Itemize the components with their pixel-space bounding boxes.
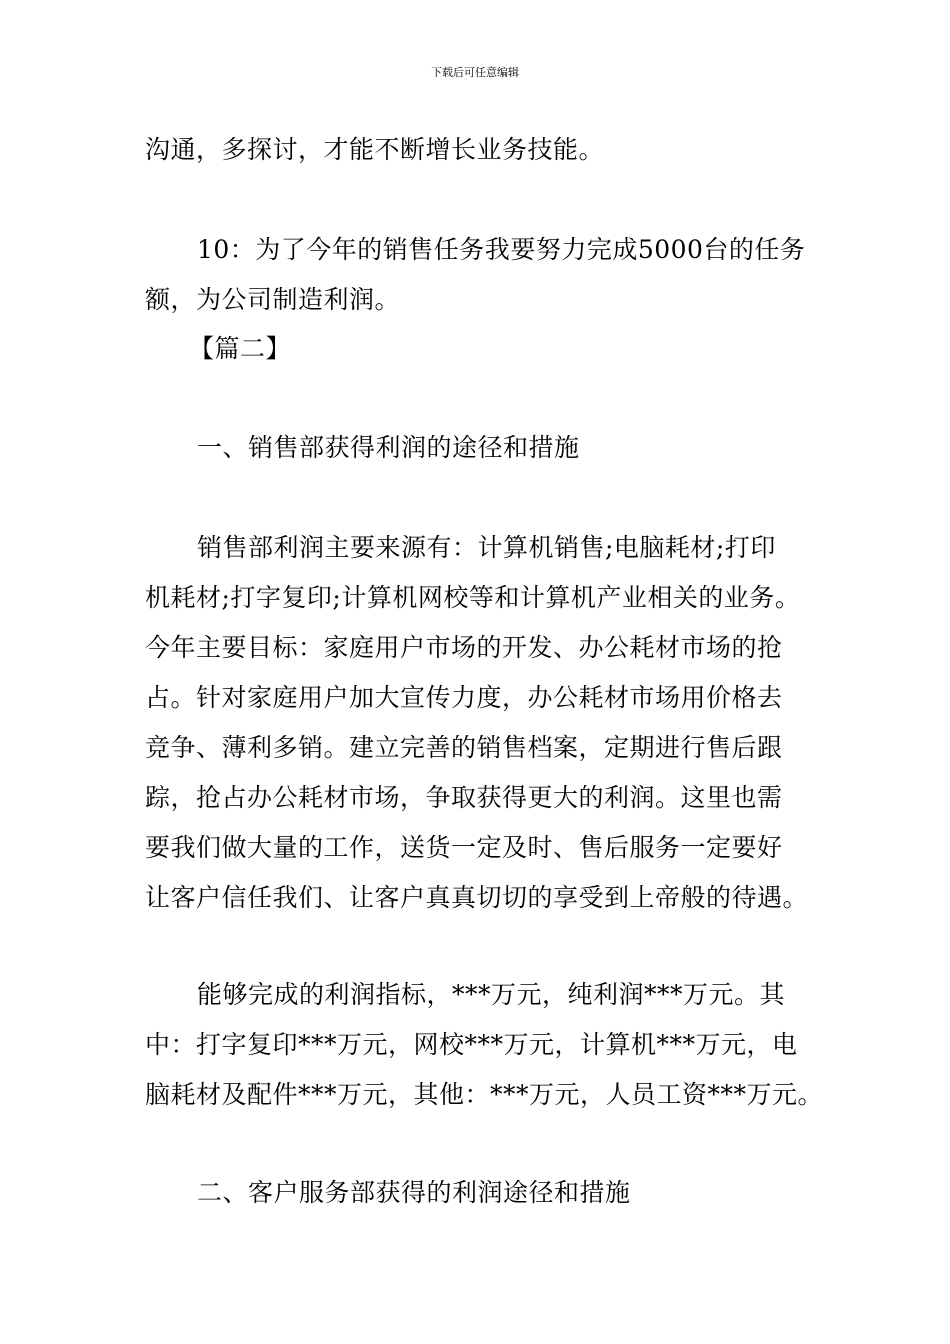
paragraph-line: 竞争、薄利多销。建立完善的销售档案，定期进行售后跟	[145, 733, 783, 762]
paragraph-5	[145, 970, 824, 1120]
heading-2	[145, 1168, 815, 1218]
paragraph-line: 额，为公司制造利润。	[145, 285, 401, 314]
paragraph-line: 沟通，多探讨，才能不断增长业务技能。	[145, 135, 605, 164]
paragraph-line: 销售部利润主要来源有：计算机销售;电脑耗材;打印	[197, 533, 776, 562]
paragraph-line: 机耗材;打字复印;计算机网校等和计算机产业相关的业务。	[145, 583, 801, 612]
paragraph-4	[145, 523, 815, 923]
paragraph-2	[145, 225, 815, 325]
heading-line: 二、客户服务部获得的利润途径和措施	[197, 1178, 631, 1207]
paragraph-line: 脑耗材及配件***万元，其他：***万元，人员工资***万元。	[145, 1080, 824, 1109]
paragraph-line: 能够完成的利润指标，***万元，纯利润***万元。其	[197, 980, 786, 1009]
section-marker	[145, 324, 815, 374]
paragraph-line: 10：为了今年的销售任务我要努力完成5000台的任务	[197, 235, 806, 264]
paragraph-line: 要我们做大量的工作，送货一定及时、售后服务一定要好	[145, 833, 783, 862]
paragraph-line: 让客户信任我们、让客户真真切切的享受到上帝般的待遇。	[145, 883, 809, 912]
paragraph-1	[145, 125, 815, 175]
page-header: 下载后可任意编辑	[431, 66, 519, 79]
heading-1	[145, 423, 815, 473]
paragraph-line: 踪，抢占办公耗材市场，争取获得更大的利润。这里也需	[145, 783, 783, 812]
paragraph-line: 占。针对家庭用户加大宣传力度，办公耗材市场用价格去	[145, 683, 783, 712]
paragraph-line: 中：打字复印***万元，网校***万元，计算机***万元，电	[145, 1030, 798, 1059]
section-title: 【篇二】	[189, 334, 292, 363]
paragraph-line: 今年主要目标：家庭用户市场的开发、办公耗材市场的抢	[145, 633, 783, 662]
heading-line: 一、销售部获得利润的途径和措施	[197, 433, 580, 462]
